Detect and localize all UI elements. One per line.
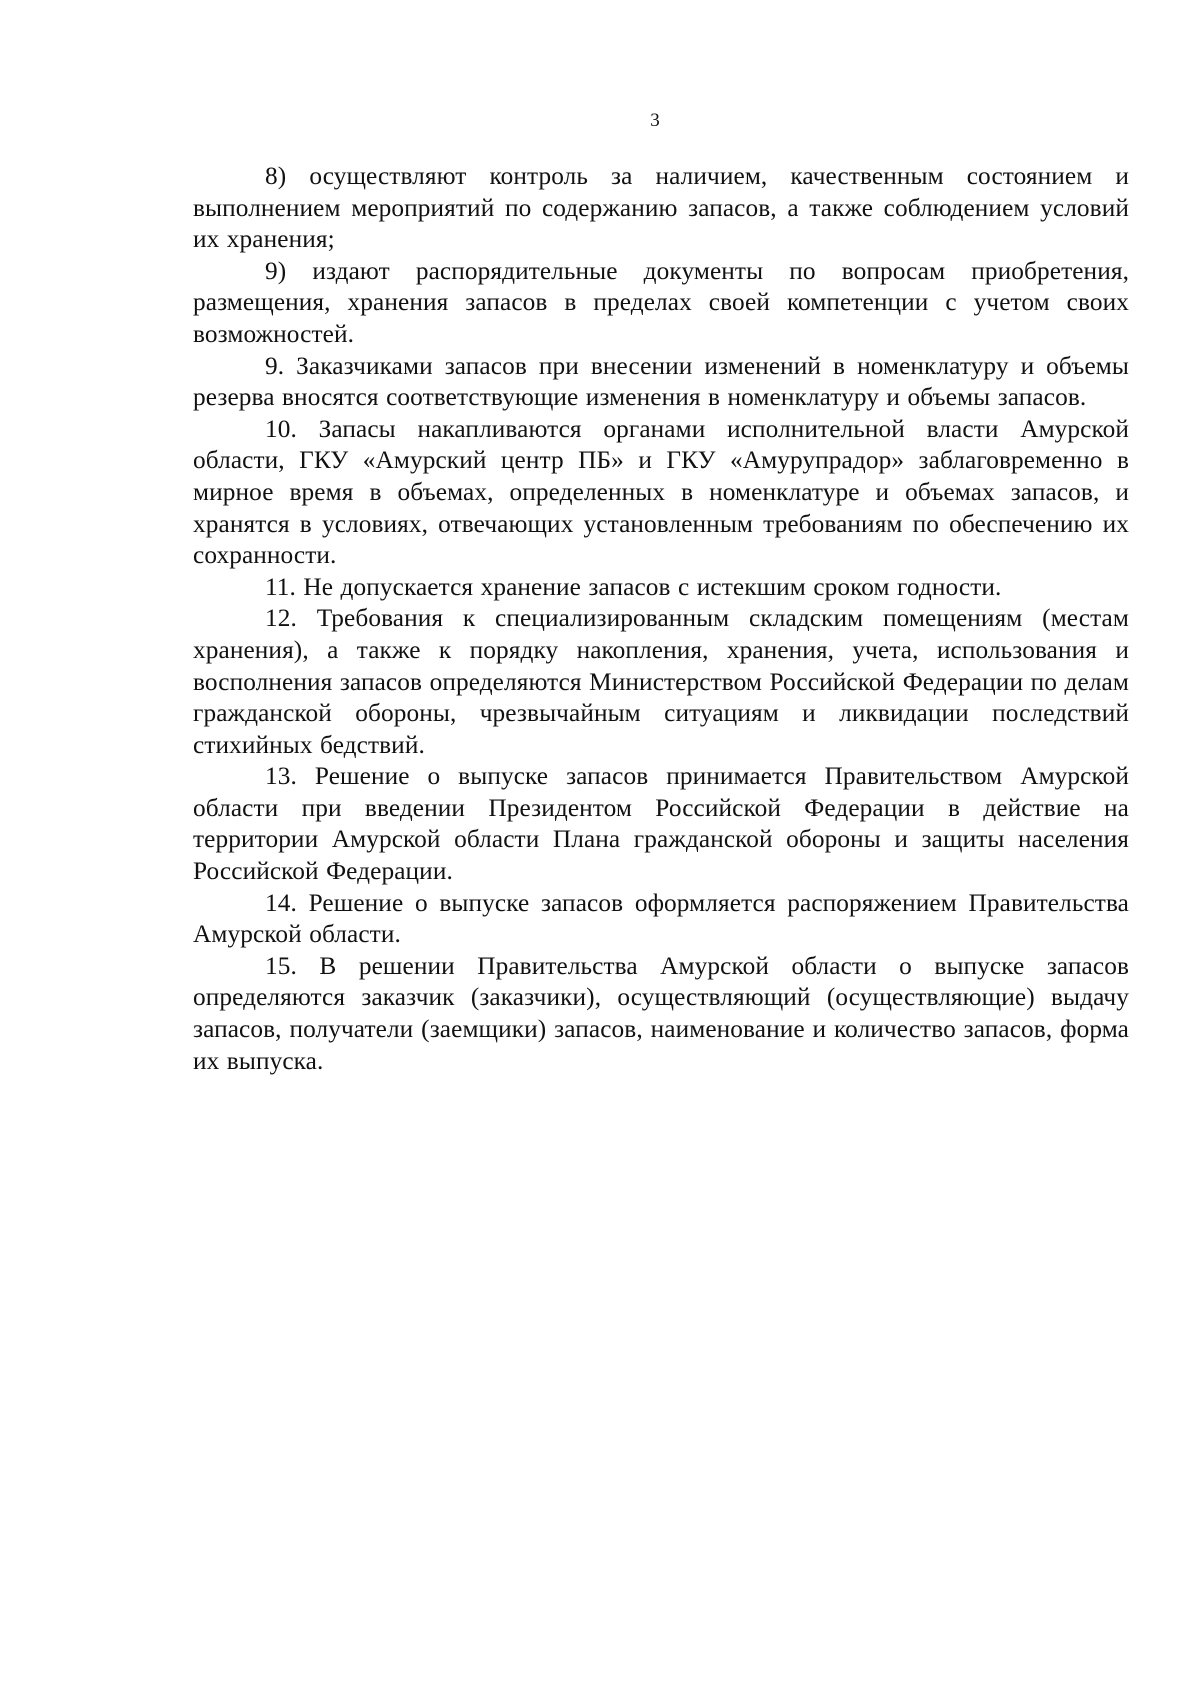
paragraph-clause-14: 14. Решение о выпуске запасов оформляется распоряжением Правительства Амурской области. bbox=[193, 888, 1129, 949]
paragraph-clause-15: 15. В решении Правительства Амурской области о выпуске запасов определяются заказчик (заказчики), осуществляющий (осуществляющие) выдачу запасов, получатели (заемщики) запасов, наименование и количество запасов, форма их выпуска. bbox=[193, 951, 1129, 1075]
page-number: 3 bbox=[650, 110, 660, 131]
paragraph-clause-12: 12. Требования к специализированным складским помещениям (местам хранения), а также к порядку накопления, хранения, учета, использования и восполнения запасов определяются Министерством Российской Федерации по делам гражданской обороны, чрезвычайным ситуациям и ликвидации последствий стихийных бедствий. bbox=[193, 604, 1129, 759]
paragraph-clause-9: 9. Заказчиками запасов при внесении изменений в номенклатуру и объемы резерва вносятся соответствующие изменения в номенклатуру и объемы запасов. bbox=[193, 351, 1129, 412]
paragraph-clause-10: 10. Запасы накапливаются органами исполнительной власти Амурской области, ГКУ «Амурский центр ПБ» и ГКУ «Амурупрадор» заблаговременно в мирное время в объемах, определенных в номенклатуре и объемах запасов, и хранятся в условиях, отвечающих установленным требованиям по обеспечению их сохранности. bbox=[193, 414, 1129, 570]
paragraph-clause-11: 11. Не допускается хранение запасов с истекшим сроком годности. bbox=[265, 572, 1002, 601]
paragraph-item-9: 9) издают распорядительные документы по вопросам приобретения, размещения, хранения запасов в пределах своей компетенции с учетом своих возможностей. bbox=[193, 256, 1129, 348]
paragraph-clause-13: 13. Решение о выпуске запасов принимается Правительством Амурской области при введении Президентом Российской Федерации в действие на территории Амурской области Плана гражданской обороны и защиты населения Российской Федерации. bbox=[193, 762, 1129, 886]
paragraph-item-8: 8) осуществляют контроль за наличием, качественным состоянием и выполнением мероприятий по содержанию запасов, а также соблюдением условий их хранения; bbox=[193, 162, 1129, 254]
document-body bbox=[193, 161, 1129, 1077]
